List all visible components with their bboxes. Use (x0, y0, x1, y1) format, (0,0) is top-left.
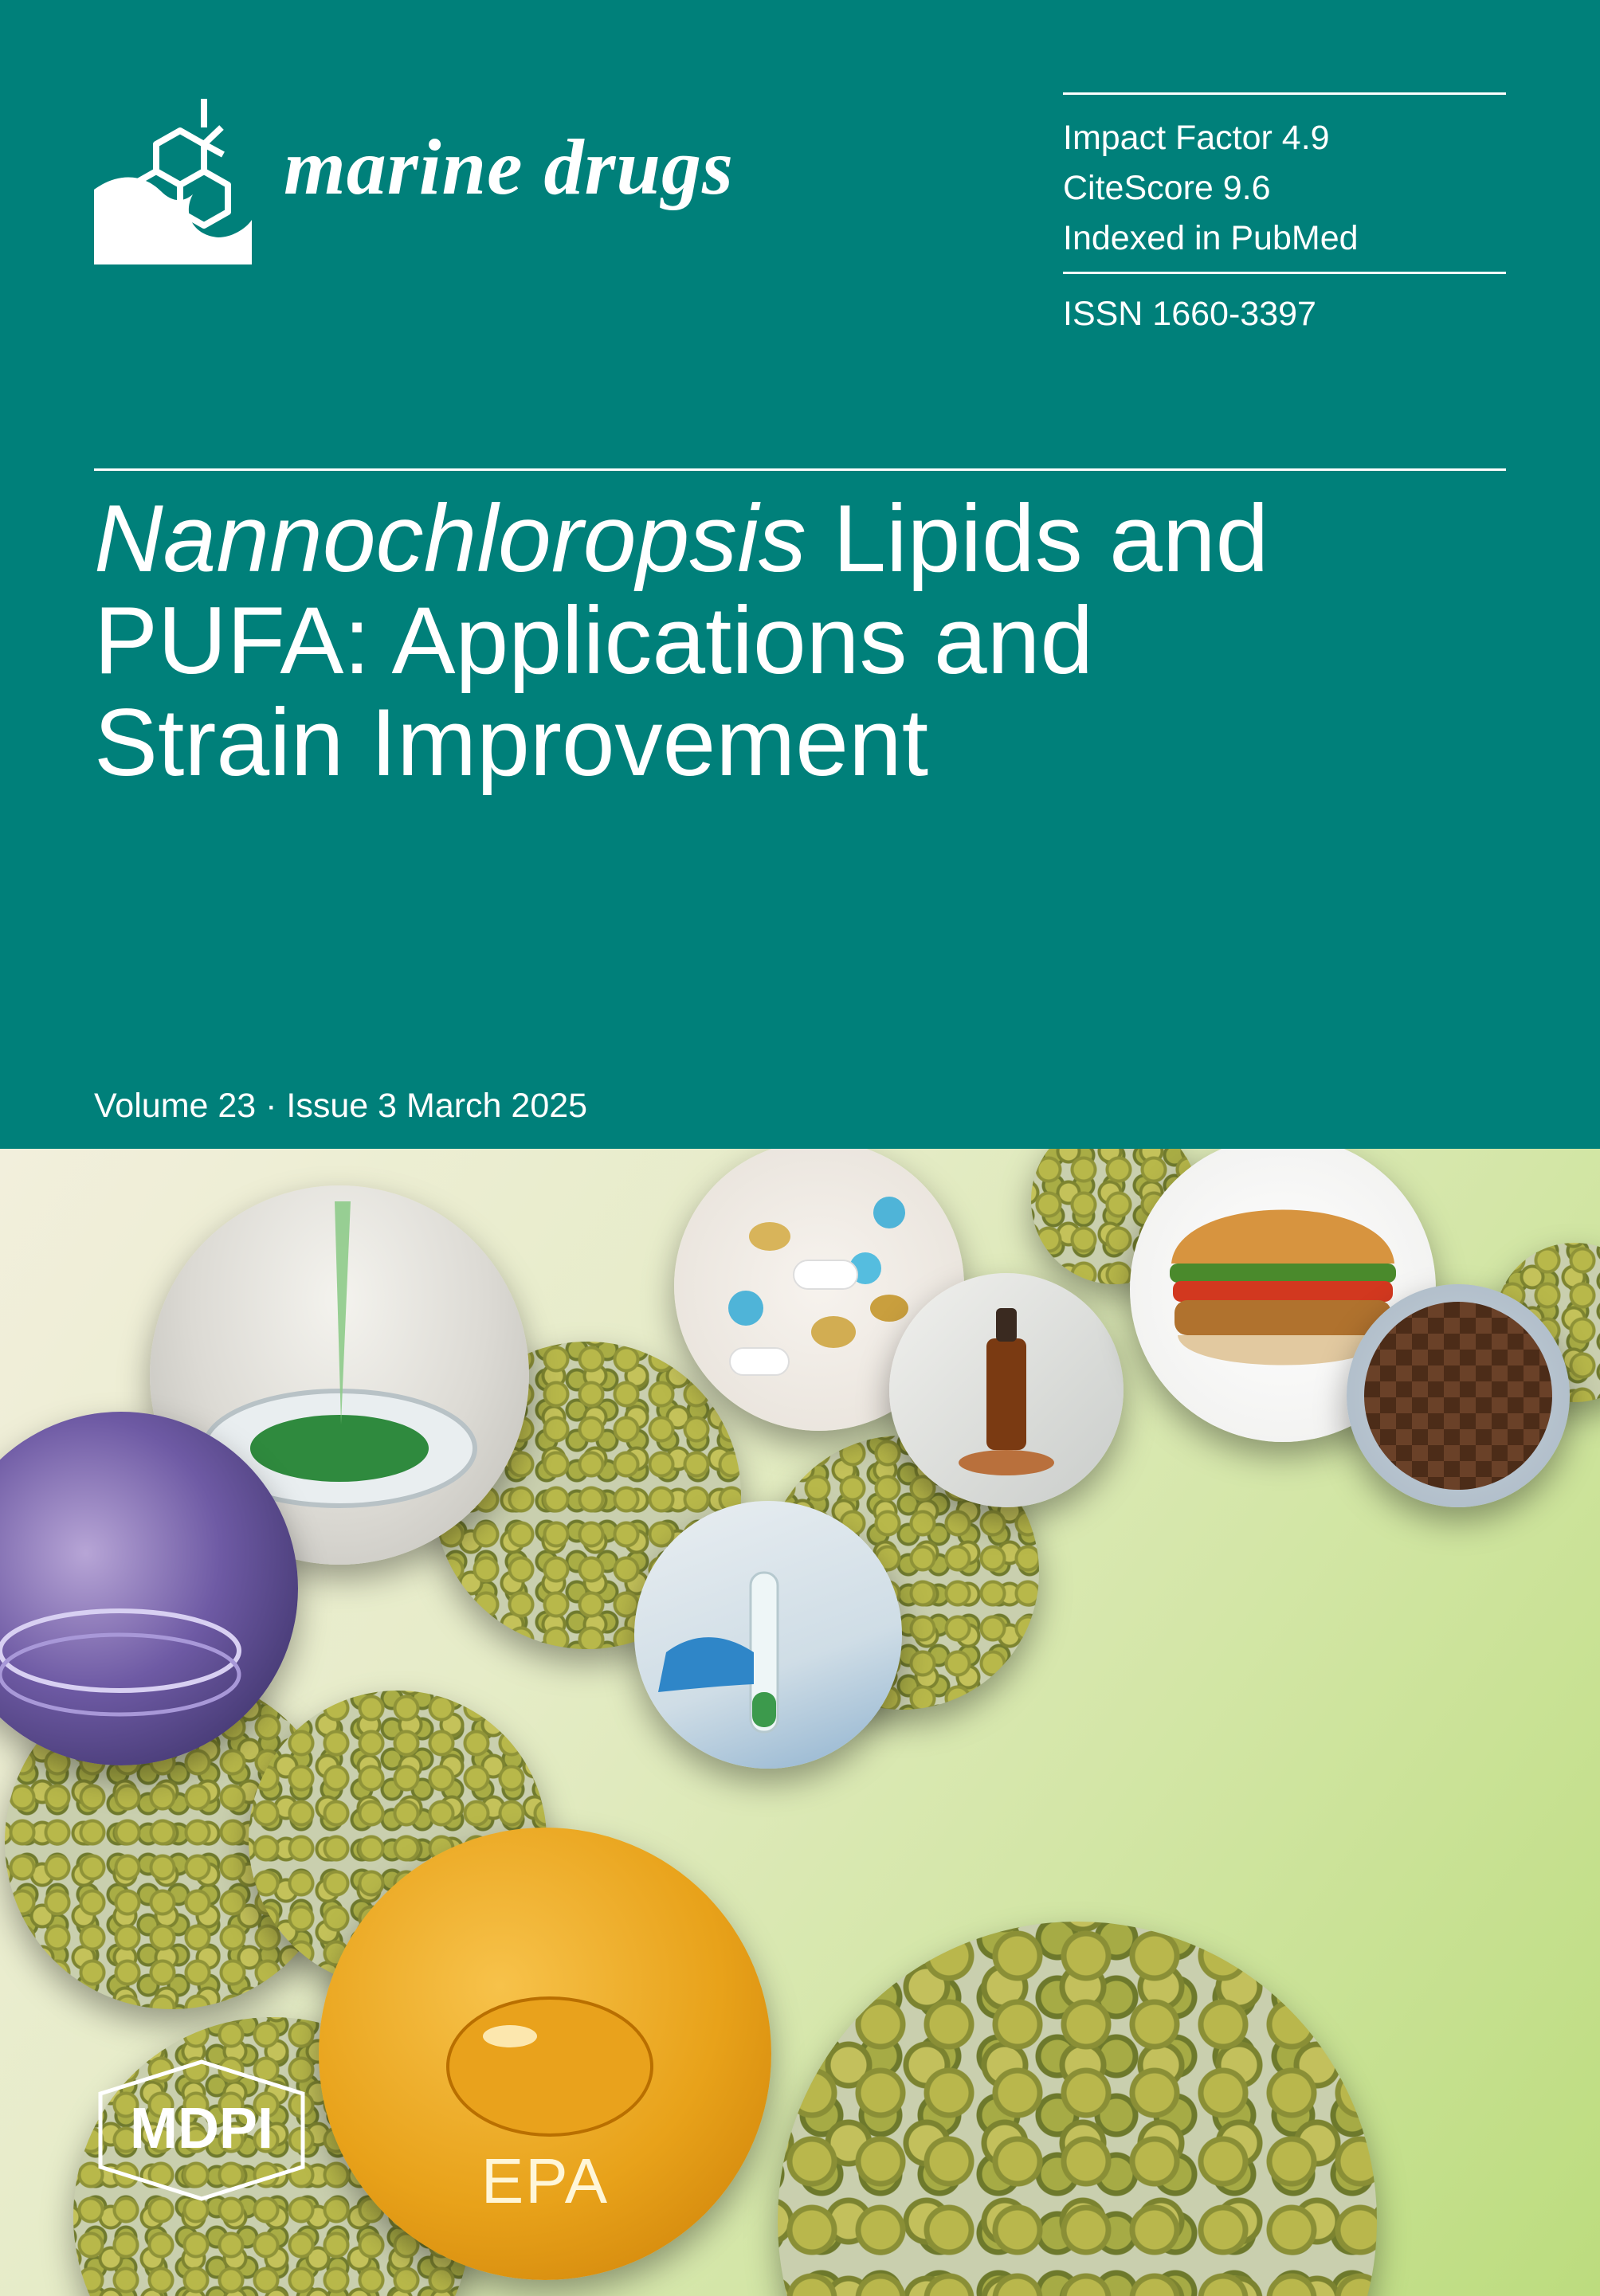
volume-issue: Volume 23 · Issue 3 March 2025 (94, 1087, 588, 1125)
dropper-bottle-image (889, 1273, 1124, 1507)
epa-capsule-image (319, 1828, 771, 2280)
article-title (94, 485, 1512, 796)
title-species: Nannochloropsis (94, 485, 806, 592)
epa-label: EPA (480, 2145, 610, 2216)
algae-cells-closeup-image (778, 1922, 1377, 2296)
test-tube-illustration (634, 1501, 902, 1769)
title-divider (94, 468, 1506, 471)
chocolate-pieces (1364, 1302, 1552, 1490)
indexed-in: Indexed in PubMed (1063, 219, 1359, 257)
title-line-3: Strain Improvement (94, 689, 929, 796)
mdpi-logo-icon (94, 2059, 309, 2202)
test-tube-gloved-hand-image (634, 1501, 902, 1769)
header-divider-bottom (1063, 272, 1506, 274)
citescore: CiteScore 9.6 (1063, 169, 1271, 207)
title-line-1-rest: Lipids and (806, 485, 1269, 592)
title-line-2: PUFA: Applications and (94, 587, 1094, 694)
mdpi-logo-text: MDPI (130, 2097, 273, 2161)
journal-metrics (1063, 113, 1359, 264)
chocolate-pieces-bowl-image (1347, 1284, 1570, 1507)
marine-drugs-logo-icon (94, 96, 266, 264)
header-divider-top (1063, 92, 1506, 95)
bottle-illustration (889, 1273, 1124, 1507)
title-line-1 (94, 485, 1512, 592)
impact-factor: Impact Factor 4.9 (1063, 119, 1330, 157)
journal-name: marine drugs (284, 123, 734, 211)
issn: ISSN 1660-3397 (1063, 295, 1316, 333)
